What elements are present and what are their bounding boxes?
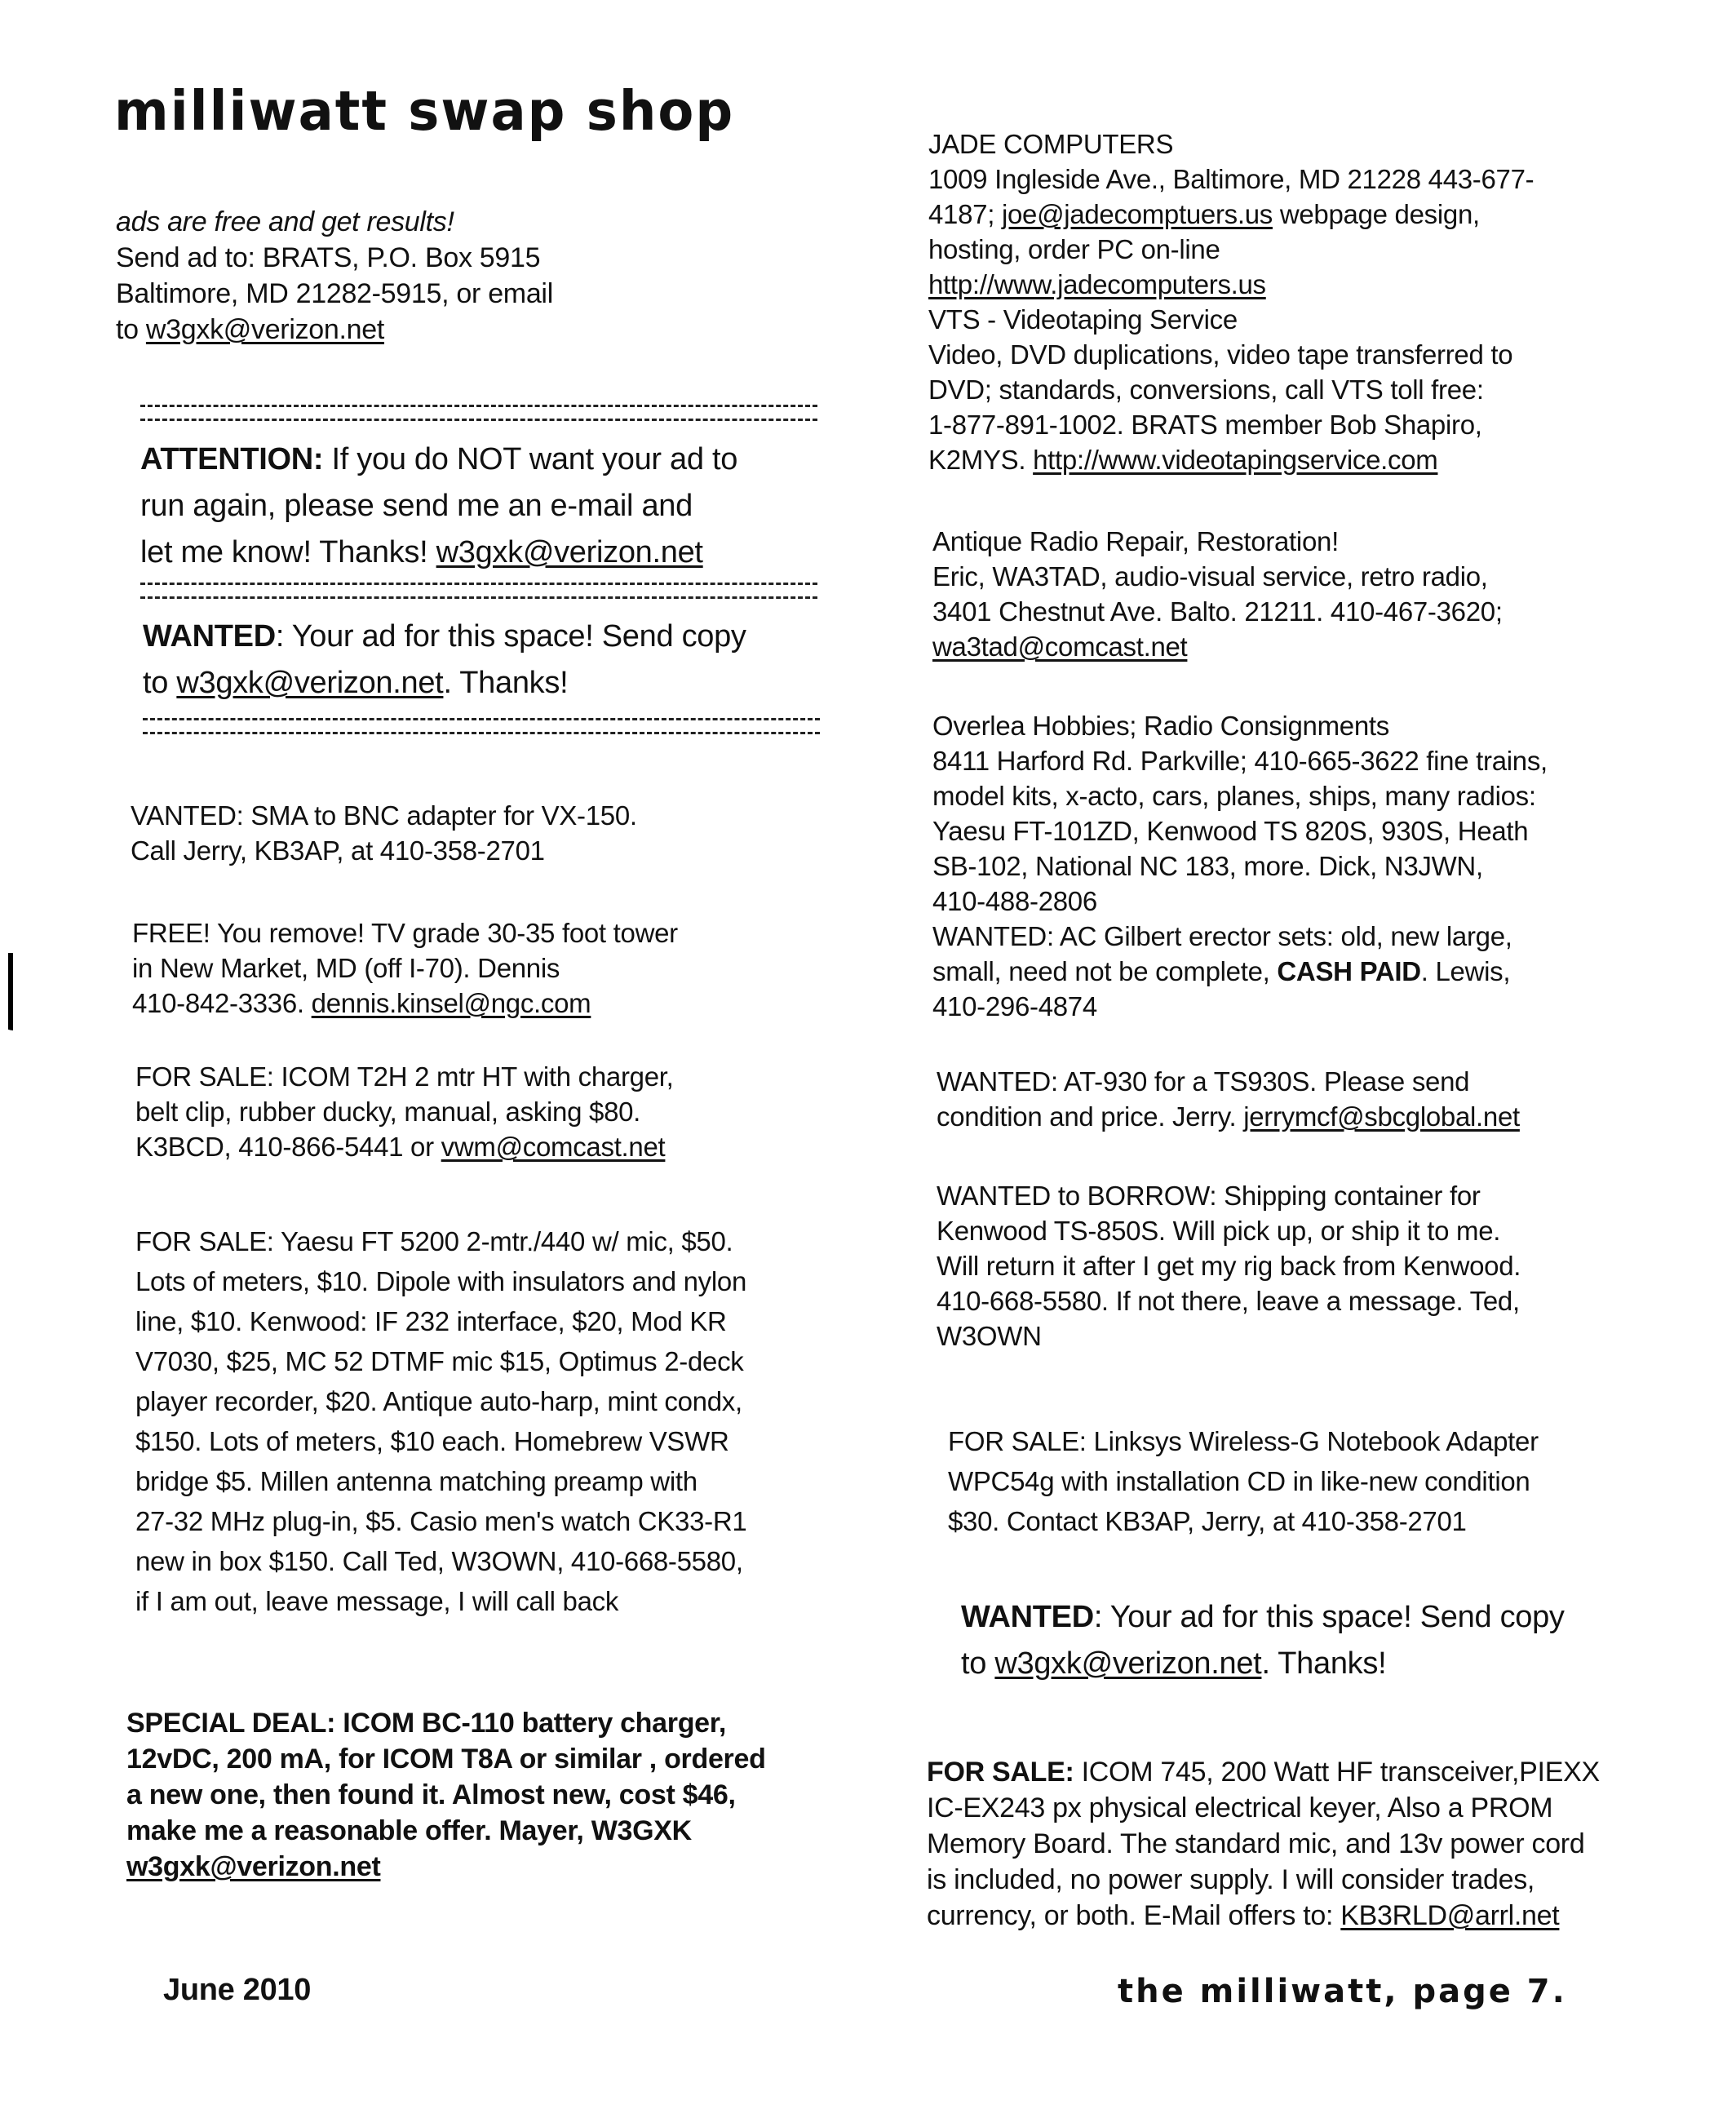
footer-page-number: the milliwatt, page 7. xyxy=(1118,1973,1567,2010)
ad-icom-t2h xyxy=(135,1059,673,1164)
ad-line: bridge $5. Millen antenna matching preamp with xyxy=(135,1466,698,1496)
ad-line: belt clip, rubber ducky, manual, asking $80. xyxy=(135,1097,641,1127)
for-sale-label: FOR SALE: xyxy=(927,1757,1074,1788)
wanted-email-link[interactable]: w3gxk@verizon.net xyxy=(176,666,444,700)
footer-date: June 2010 xyxy=(163,1973,312,2007)
ad-sma-adapter xyxy=(131,798,637,868)
ad-icom-745 xyxy=(927,1754,1600,1934)
ad-line: FOR SALE: Yaesu FT 5200 2-mtr./440 w/ mic, $50. xyxy=(135,1226,733,1256)
ad-line: 12vDC, 200 mA, for ICOM T8A or similar , ordered xyxy=(126,1744,766,1775)
ad-heading: Overlea Hobbies; Radio Consignments xyxy=(932,711,1389,741)
ad-line: line, $10. Kenwood: IF 232 interface, $20, Mod KR xyxy=(135,1306,727,1336)
ad-line: IC-EX243 px physical electrical keyer, Also a PROM xyxy=(927,1792,1553,1823)
ad-line: W3OWN xyxy=(937,1321,1042,1351)
ad-antique-radio xyxy=(932,524,1503,664)
ad-email-link[interactable]: vwm@comcast.net xyxy=(441,1132,666,1162)
ad-line: Yaesu FT-101ZD, Kenwood TS 820S, 930S, Heath xyxy=(932,816,1529,846)
ad-heading: Antique Radio Repair, Restoration! xyxy=(932,526,1339,556)
wanted-space-notice-right xyxy=(961,1594,1565,1687)
ad-line: small, need not be complete, xyxy=(932,956,1278,986)
ad-special-deal xyxy=(126,1705,766,1885)
divider-rule xyxy=(143,718,820,734)
ad-line: in New Market, MD (off I-70). Dennis xyxy=(132,953,560,983)
ad-at930 xyxy=(937,1064,1520,1134)
ad-line: webpage design, xyxy=(1272,199,1480,229)
ad-line: K2MYS. xyxy=(928,445,1034,475)
ad-jade-computers xyxy=(928,126,1534,477)
ad-line: Will return it after I get my rig back from Kenwood. xyxy=(937,1251,1521,1281)
ad-line: is included, no power supply. I will consider trades, xyxy=(927,1864,1535,1895)
ad-email-link[interactable]: wa3tad@comcast.net xyxy=(932,631,1188,662)
attention-email-link[interactable]: w3gxk@verizon.net xyxy=(436,535,703,569)
ad-line: 8411 Harford Rd. Parkville; 410-665-3622 fine trains, xyxy=(932,746,1548,776)
attention-text-1: If you do NOT want your ad to xyxy=(323,442,738,476)
cash-paid-text: CASH PAID xyxy=(1277,956,1421,986)
wanted-label: WANTED xyxy=(961,1600,1094,1634)
ad-line: hosting, order PC on-line xyxy=(928,234,1220,264)
ad-line: if I am out, leave message, I will call back xyxy=(135,1586,619,1616)
ad-email-link[interactable]: dennis.kinsel@ngc.com xyxy=(311,988,591,1018)
ad-url-link[interactable]: http://www.jadecomputers.us xyxy=(928,269,1266,299)
ad-line: 410-842-3336. xyxy=(132,988,312,1018)
ad-url-link[interactable]: http://www.videotapingservice.com xyxy=(1033,445,1438,475)
ad-line: ICOM 745, 200 Watt HF transceiver,PIEXX xyxy=(1074,1757,1600,1788)
wanted-space-notice xyxy=(143,614,746,707)
ad-line: make me a reasonable offer. Mayer, W3GXK xyxy=(126,1815,692,1846)
ad-line: new in box $150. Call Ted, W3OWN, 410-668-5580, xyxy=(135,1546,743,1576)
intro-address-line-1: Send ad to: BRATS, P.O. Box 5915 xyxy=(116,242,541,273)
wanted-text-1: : Your ad for this space! Send copy xyxy=(275,619,746,654)
ad-line: player recorder, $20. Antique auto-harp, mint condx, xyxy=(135,1386,742,1416)
ad-linksys xyxy=(948,1421,1539,1541)
ad-line: condition and price. Jerry. xyxy=(937,1101,1244,1132)
ad-line: WANTED to BORROW: Shipping container for xyxy=(937,1181,1481,1211)
ad-line: FOR SALE: ICOM T2H 2 mtr HT with charger, xyxy=(135,1061,674,1092)
ad-line: FOR SALE: Linksys Wireless-G Notebook Adapter xyxy=(948,1426,1539,1456)
ad-line: 1-877-891-1002. BRATS member Bob Shapiro, xyxy=(928,410,1482,440)
wanted-label: WANTED xyxy=(143,619,276,654)
attention-text-2: run again, please send me an e-mail and xyxy=(140,489,693,523)
ad-line: WANTED: AC Gilbert erector sets: old, new large, xyxy=(932,921,1512,951)
ad-line: 410-296-4874 xyxy=(932,991,1097,1021)
ad-overlea-hobbies xyxy=(932,708,1548,1024)
ad-line: Memory Board. The standard mic, and 13v power cord xyxy=(927,1828,1585,1859)
ad-line: DVD; standards, conversions, call VTS toll free: xyxy=(928,374,1484,405)
ad-email-link[interactable]: joe@jadecomptuers.us xyxy=(1001,199,1273,229)
ad-email-link[interactable]: KB3RLD@arrl.net xyxy=(1340,1900,1560,1931)
divider-rule xyxy=(140,583,817,599)
ad-line: Video, DVD duplications, video tape transferred to xyxy=(928,339,1513,370)
attention-text-3: let me know! Thanks! xyxy=(140,535,436,569)
ad-line: 410-488-2806 xyxy=(932,886,1097,916)
ad-yaesu-ft5200 xyxy=(135,1221,746,1621)
wanted-text-2-suffix: . Thanks! xyxy=(1261,1646,1387,1681)
ad-heading: VTS - Videotaping Service xyxy=(928,304,1238,335)
ad-line: Lots of meters, $10. Dipole with insulators and nylon xyxy=(135,1266,747,1296)
wanted-text-2-suffix: . Thanks! xyxy=(443,666,569,700)
ad-line: model kits, x-acto, cars, planes, ships, many radios: xyxy=(932,781,1536,811)
attention-notice xyxy=(140,436,737,576)
ad-line: SPECIAL DEAL: ICOM BC-110 battery charger, xyxy=(126,1708,726,1739)
wanted-email-link[interactable]: w3gxk@verizon.net xyxy=(994,1646,1262,1681)
intro-block xyxy=(116,204,553,348)
ad-line: 3401 Chestnut Ave. Balto. 21211. 410-467-3620; xyxy=(932,596,1503,627)
ad-line: 410-668-5580. If not there, leave a message. Ted, xyxy=(937,1286,1520,1316)
intro-address-line-2: Baltimore, MD 21282-5915, or email xyxy=(116,278,553,309)
wanted-text-2-prefix: to xyxy=(961,1646,995,1681)
intro-tagline: ads are free and get results! xyxy=(116,206,454,237)
ad-line: V7030, $25, MC 52 DTMF mic $15, Optimus 2-deck xyxy=(135,1346,744,1376)
ad-line: 4187; xyxy=(928,199,1002,229)
intro-email-link[interactable]: w3gxk@verizon.net xyxy=(145,314,385,345)
ad-line: . Lewis, xyxy=(1420,956,1511,986)
ad-wanted-to-borrow xyxy=(937,1178,1521,1354)
attention-label: ATTENTION: xyxy=(140,442,324,476)
ad-email-link[interactable]: w3gxk@verizon.net xyxy=(126,1851,381,1882)
ad-line: K3BCD, 410-866-5441 or xyxy=(135,1132,441,1162)
ad-line: WANTED: AT-930 for a TS930S. Please send xyxy=(937,1066,1470,1097)
ad-line: VANTED: SMA to BNC adapter for VX-150. xyxy=(131,800,637,831)
ad-line: $150. Lots of meters, $10 each. Homebrew VSWR xyxy=(135,1426,729,1456)
ad-line: a new one, then found it. Almost new, cost $46, xyxy=(126,1779,736,1810)
intro-email-prefix: to xyxy=(116,314,146,345)
ad-line: WPC54g with installation CD in like-new condition xyxy=(948,1466,1530,1496)
wanted-text-2-prefix: to xyxy=(143,666,177,700)
ad-line: Eric, WA3TAD, audio-visual service, retro radio, xyxy=(932,561,1488,592)
scan-margin-mark xyxy=(0,953,13,1030)
ad-line: 27-32 MHz plug-in, $5. Casio men's watch CK33-R1 xyxy=(135,1506,747,1536)
ad-email-link[interactable]: jerrymcf@sbcglobal.net xyxy=(1243,1101,1520,1132)
page-title: milliwatt swap shop xyxy=(114,80,735,144)
ad-line: 1009 Ingleside Ave., Baltimore, MD 21228 443-677- xyxy=(928,164,1534,194)
ad-line: SB-102, National NC 183, more. Dick, N3JWN, xyxy=(932,851,1483,881)
ad-free-tower xyxy=(132,915,678,1021)
ad-line: Kenwood TS-850S. Will pick up, or ship it to me. xyxy=(937,1216,1501,1246)
ad-line: FREE! You remove! TV grade 30-35 foot tower xyxy=(132,918,678,948)
ad-line: $30. Contact KB3AP, Jerry, at 410-358-2701 xyxy=(948,1506,1467,1536)
ad-line: Call Jerry, KB3AP, at 410-358-2701 xyxy=(131,835,545,866)
ad-heading: JADE COMPUTERS xyxy=(928,129,1174,159)
wanted-text-1: : Your ad for this space! Send copy xyxy=(1093,1600,1565,1634)
divider-rule xyxy=(140,405,817,421)
ad-line: currency, or both. E-Mail offers to: xyxy=(927,1900,1341,1931)
